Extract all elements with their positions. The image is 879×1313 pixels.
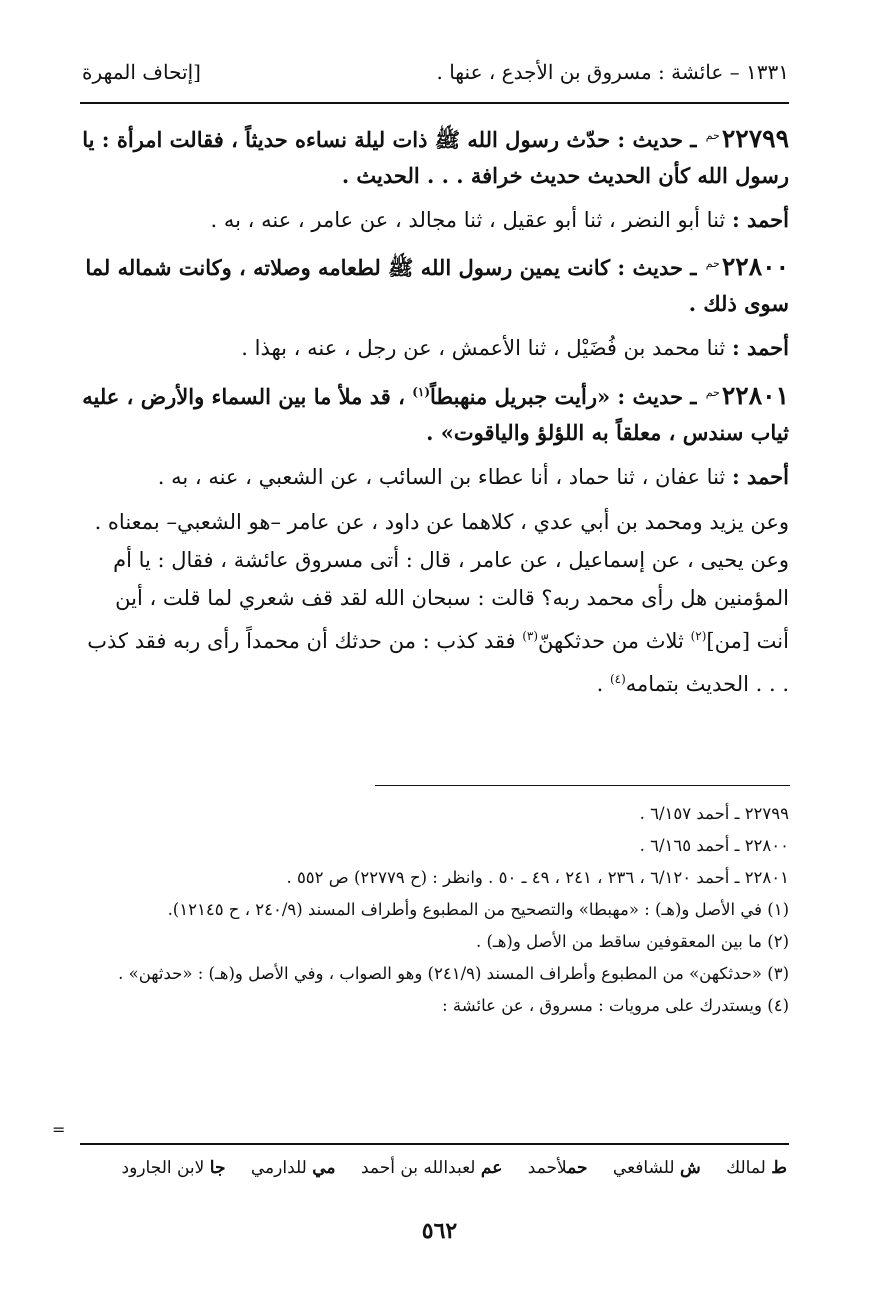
abbreviation-code: ش (679, 1158, 701, 1178)
main-text (80, 118, 789, 703)
isnad-22799 (80, 202, 789, 238)
abbreviation-code: ط (771, 1158, 787, 1178)
header-book-title: [إتحاف المهرة (82, 60, 201, 84)
footnote: ٢٢٨٠٠ ـ أحمد ٦/١٦٥ . (639, 836, 789, 855)
margin-continuation-mark: = (52, 1120, 66, 1139)
page-number: ٥٦٢ (421, 1218, 458, 1244)
isnad-label: أحمد : (731, 335, 789, 360)
abbreviation-code: عم (480, 1158, 503, 1178)
footnote-ref: (٤) (609, 672, 626, 686)
abbreviation-item (251, 1158, 336, 1178)
footnote: (١) في الأصل و(هـ) : «مهبطا» والتصحيح من المطبوع وأطراف المسند (٢٤٠/٩ ، ح ١٢١٤٥). (167, 900, 789, 919)
abbreviation-key (82, 1158, 787, 1178)
header-rule (80, 102, 789, 104)
isnad-label: أحمد : (731, 464, 789, 489)
hadith-number: ٢٢٧٩٩ (721, 124, 789, 153)
continuation-paragraph (80, 541, 789, 703)
abbreviation-item (726, 1158, 787, 1178)
paragraph-text: وعن يحيى ، عن إسماعيل ، عن عامر ، قال : أتى مسروق عائشة ، فقال : يا أم المؤمنين هل رأى محمد ربه؟ قالت : سبحان الله لقد قف شعري لما قلت ، أين أنت [من] (113, 548, 789, 653)
paragraph-text: فقد كذب : من حدثك أن محمداً رأى ربه فقد كذب . . . الحديث بتمامه (87, 629, 789, 696)
abbreviation-code: جا (209, 1158, 226, 1178)
hadith-text: ـ حديث : كانت يمين رسول الله ﷺ لطعامه وصلاته ، وكانت شماله لما سوى ذلك . (85, 255, 789, 316)
footnotes (80, 798, 789, 1022)
isnad-label: أحمد : (731, 207, 789, 232)
footnote: ٢٢٧٩٩ ـ أحمد ٦/١٥٧ . (639, 804, 789, 823)
continuation-line: وعن يزيد ومحمد بن أبي عدي ، كلاهما عن داود ، عن عامر –هو الشعبي– بمعناه . (94, 510, 789, 534)
isnad-22800 (80, 330, 789, 366)
footnote: (٤) ويستدرك على مرويات : مسروق ، عن عائشة : (442, 996, 789, 1015)
hadith-number: ٢٢٨٠١ (721, 381, 789, 410)
isnad-text: ثنا عفان ، ثنا حماد ، أنا عطاء بن السائب ، عن الشعبي ، عنه ، به . (157, 465, 726, 489)
abbreviation-item (122, 1158, 226, 1178)
abbreviation-item (361, 1158, 502, 1178)
footer-rule (80, 1143, 789, 1145)
paragraph-text: ثلاث من حدثكهنّ (538, 629, 691, 653)
isnad-22801 (80, 459, 789, 495)
hadith-entry-22800 (80, 246, 789, 322)
footnote-ref: (٣) (522, 629, 539, 643)
footnote: (٣) «حدثكهن» من المطبوع وأطراف المسند (٢٤١/٩) وهو الصواب ، وفي الأصل و(هـ) : «حدثهن» . (118, 964, 789, 983)
source-sigla: حم (705, 257, 720, 270)
running-header (82, 60, 789, 88)
footnote: (٢) ما بين المعقوفين ساقط من الأصل و(هـ) . (475, 932, 789, 951)
footnote-ref: (١) (412, 385, 431, 399)
abbreviation-code: مي (312, 1158, 336, 1178)
abbreviation-code: حم (567, 1158, 588, 1178)
hadith-number: ٢٢٨٠٠ (721, 252, 789, 281)
footnote-ref: (٢) (690, 629, 707, 643)
abbreviation-item (528, 1158, 588, 1178)
abbreviation-name: لمالك (726, 1158, 766, 1178)
abbreviation-name: للدارمي (250, 1158, 307, 1178)
source-sigla: حم (705, 129, 720, 142)
footnote: ٢٢٨٠١ ـ أحمد ٦/١٢٠ ، ٢٣٦ ، ٢٤١ ، ٤٩ ـ ٥٠ . وانظر : (ح ٢٢٧٧٩) ص ٥٥٢ . (286, 868, 789, 887)
source-sigla: حم (705, 386, 720, 399)
isnad-text: ثنا محمد بن فُضَيْل ، ثنا الأعمش ، عن رجل ، عنه ، بهذا . (241, 336, 726, 360)
abbreviation-name: لعبدالله بن أحمد (360, 1158, 476, 1178)
paragraph-text: . (596, 672, 610, 696)
isnad-text: ثنا أبو النضر ، ثنا أبو عقيل ، ثنا مجالد ، عن عامر ، عنه ، به . (210, 208, 726, 232)
hadith-entry-22799 (80, 118, 789, 194)
hadith-text-part: ـ حديث : «رأيت جبريل منهبطاً (430, 384, 697, 409)
hadith-entry-22801 (80, 374, 789, 451)
hadith-text-part: ، قد ملأ ما بين السماء والأرض ، عليه ثياب سندس ، معلقاً به اللؤلؤ والياقوت» . (82, 384, 789, 445)
abbreviation-name: لأحمد (527, 1158, 568, 1178)
footnote-separator (375, 785, 790, 786)
abbreviation-name: لابن الجارود (121, 1158, 205, 1178)
abbreviation-item (613, 1158, 701, 1178)
header-chapter-title: ١٣٣١ – عائشة : مسروق بن الأجدع ، عنها . (436, 60, 789, 84)
hadith-text: ـ حديث : حدّث رسول الله ﷺ ذات ليلة نساءه حديثاً ، فقالت امرأة : يا رسول الله كأن الحديث حديث خرافة . . . الحديث . (82, 127, 789, 188)
abbreviation-name: للشافعي (612, 1158, 675, 1178)
